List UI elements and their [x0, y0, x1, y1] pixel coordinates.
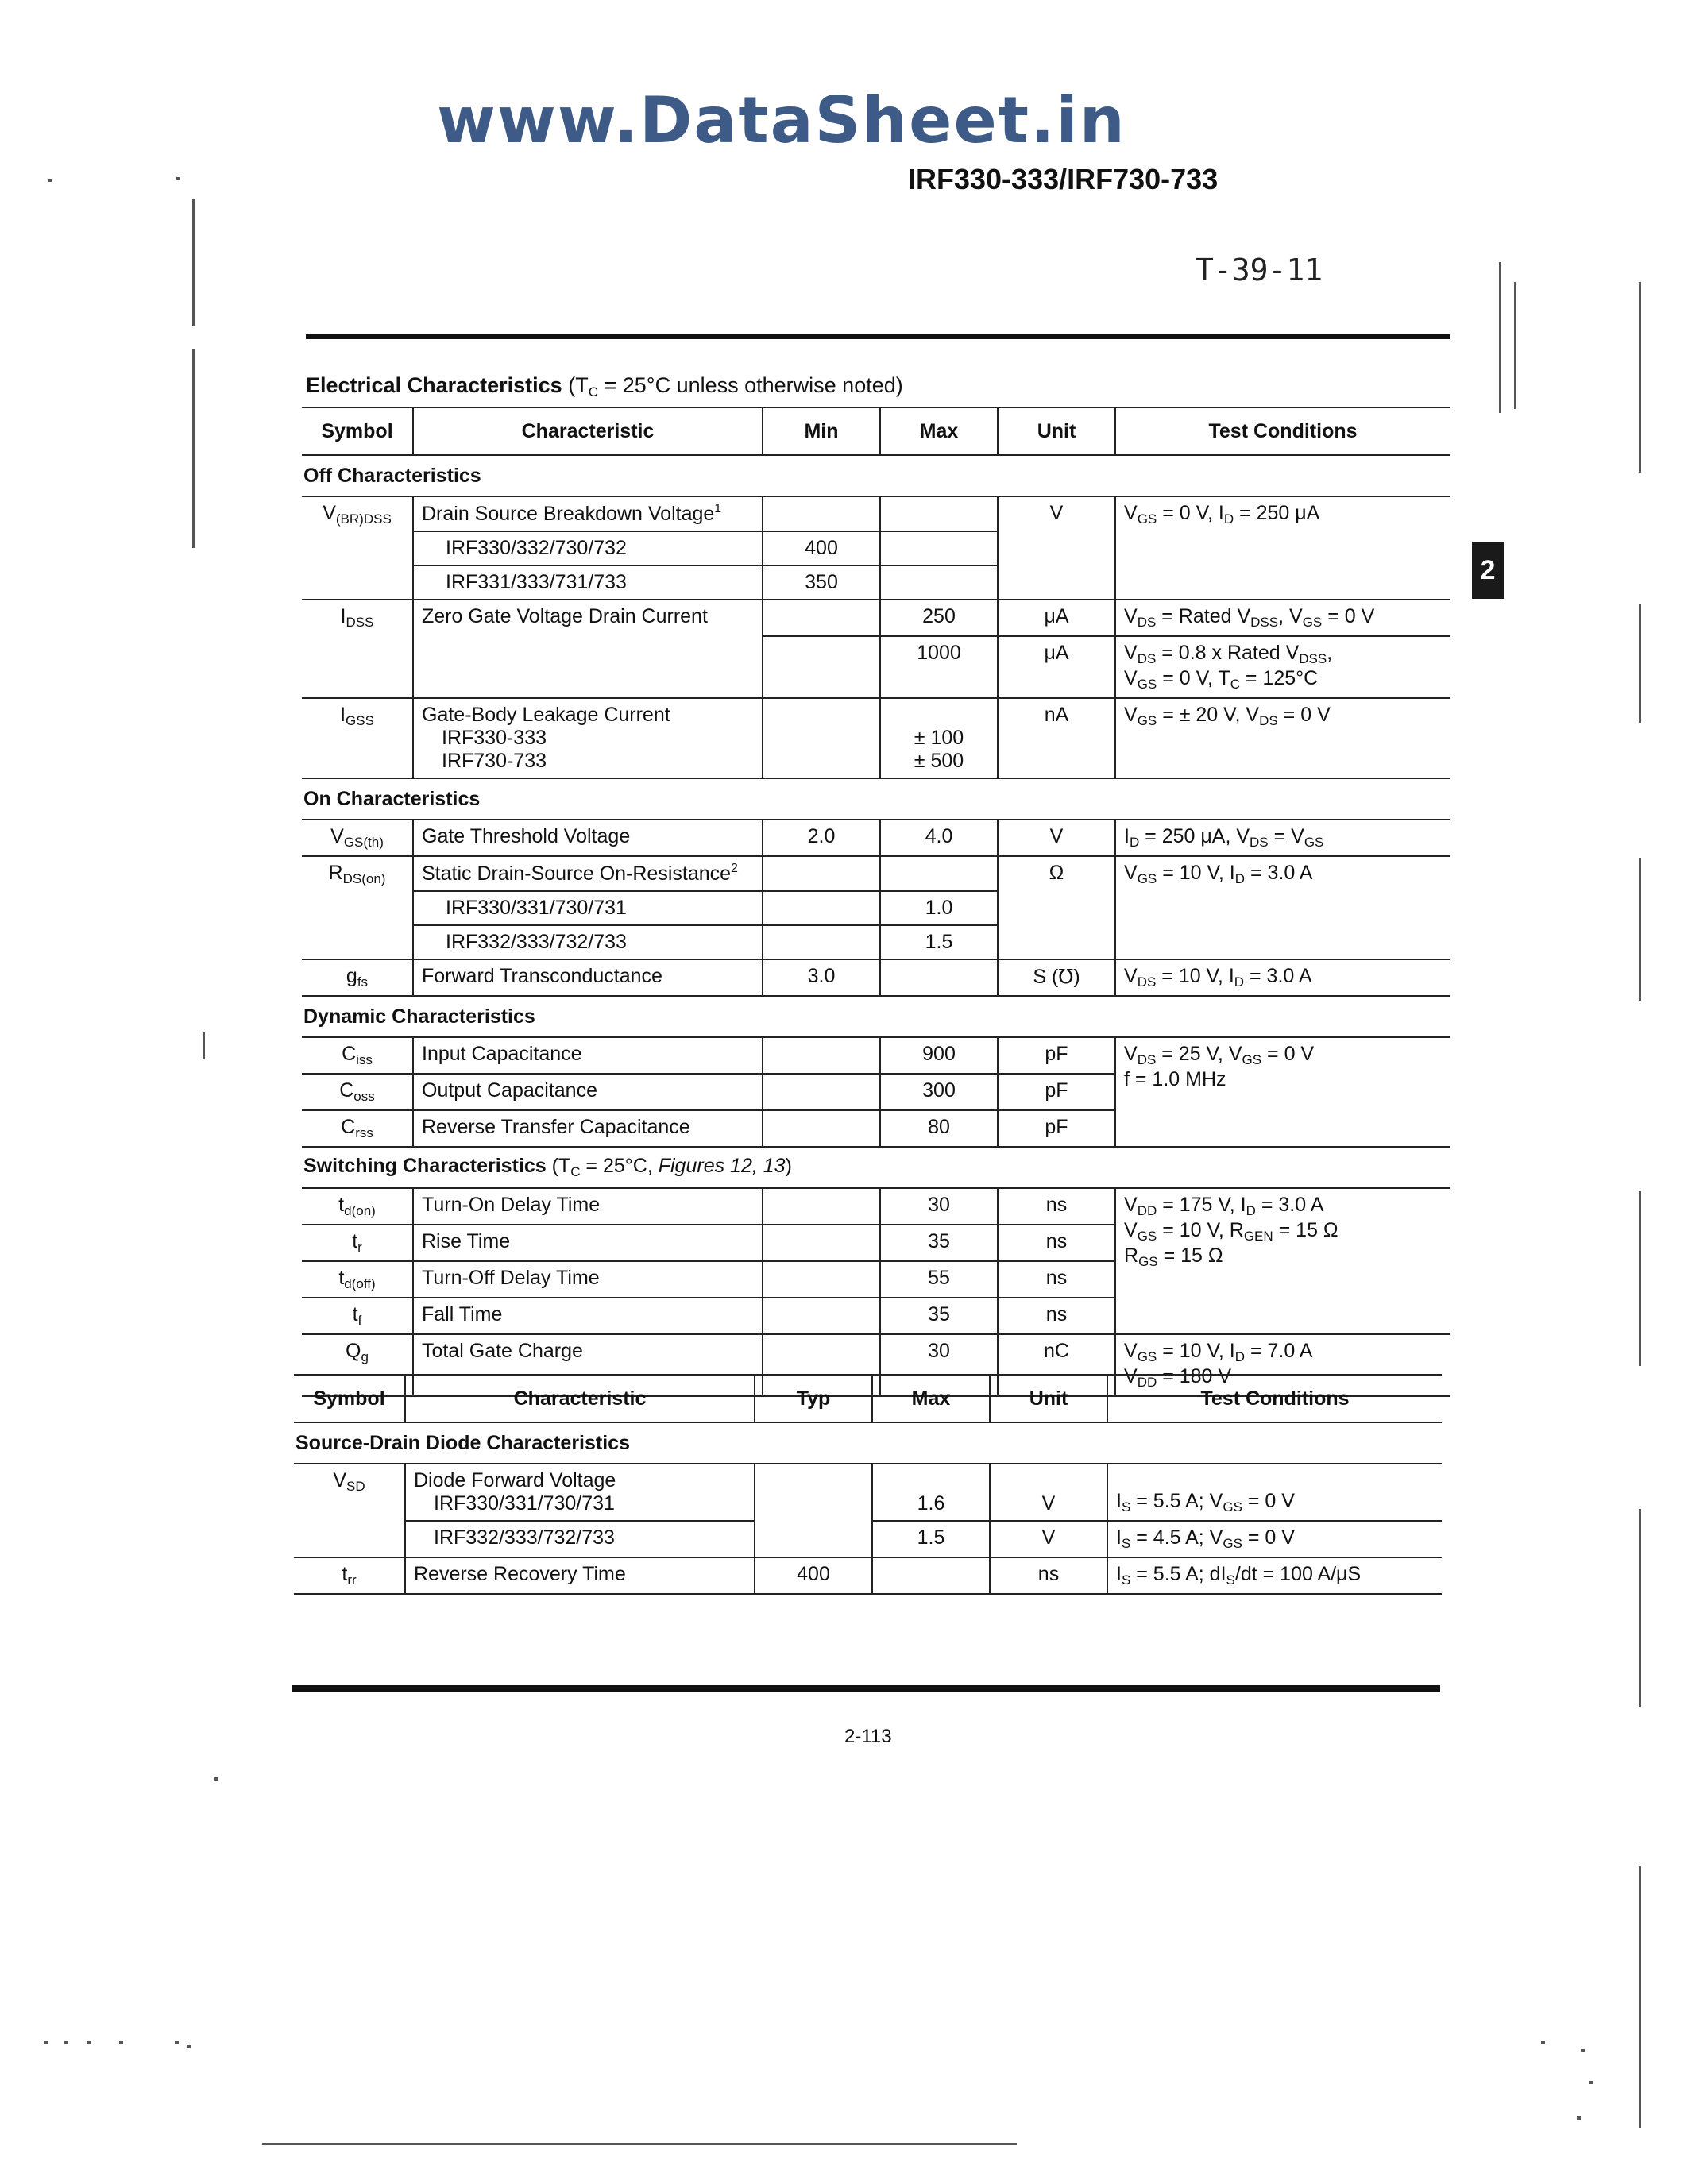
scan-mark: [64, 2041, 68, 2044]
unit-value: ns: [998, 1298, 1115, 1334]
unit-value: nC: [998, 1334, 1115, 1396]
scan-mark: [187, 2045, 191, 2048]
symbol-igss: $I_{GSS}$: [302, 698, 413, 778]
table-row: [302, 959, 1450, 996]
symbol-crss: $C_{rss}$: [302, 1110, 413, 1147]
char-qg: Total Gate Charge: [413, 1334, 763, 1396]
char-variant: IRF331/333/731/733: [413, 565, 763, 600]
char-coss: Output Capacitance: [413, 1074, 763, 1110]
section-on: On Characteristics: [302, 778, 1450, 820]
header-symbol: Symbol: [294, 1375, 405, 1422]
table-row: [294, 1557, 1442, 1594]
scan-mark: [175, 2041, 179, 2044]
char-idss: Zero Gate Voltage Drain Current: [413, 600, 763, 698]
scan-mark: [1589, 2081, 1593, 2084]
max-value: 1.0: [880, 891, 998, 925]
header-typ: Typ: [755, 1375, 872, 1422]
symbol-vgsth: $V_{GS(th)}$: [302, 820, 413, 856]
char-vgsth: Gate Threshold Voltage: [413, 820, 763, 856]
symbol-trr: $t_{rr}$: [294, 1557, 405, 1594]
table-row: [302, 856, 1450, 891]
char-variant: IRF332/333/732/733: [413, 925, 763, 959]
table-row: [302, 698, 1450, 778]
table-title-main: Electrical Characteristics: [306, 373, 562, 397]
test-rdson: $V_{GS} = 10$ V, $I_D = 3.0$ A: [1115, 856, 1450, 959]
max-value: 4.0: [880, 820, 998, 856]
header-symbol: Symbol: [302, 407, 413, 455]
char-crss: Reverse Transfer Capacitance: [413, 1110, 763, 1147]
page-number: 2-113: [844, 1726, 892, 1747]
scan-mark: [1514, 282, 1516, 409]
min-value: 400: [763, 531, 880, 565]
unit-vbrdss: V: [998, 496, 1115, 600]
unit-value: ns: [990, 1557, 1107, 1594]
max-value: 250: [880, 600, 998, 636]
scan-mark: [87, 2041, 91, 2044]
max-value: 1.5: [872, 1521, 990, 1557]
char-gfs: Forward Transconductance: [413, 959, 763, 996]
unit-value: ns: [998, 1261, 1115, 1298]
watermark: www.DataSheet.in: [437, 83, 1126, 157]
char-variant: IRF330/331/730/731: [413, 891, 763, 925]
bottom-rule: [292, 1685, 1440, 1692]
symbol-rdson: $R_{DS(on)}$: [302, 856, 413, 959]
max-value: 1000: [880, 636, 998, 698]
test-dynamic: $V_{DS} = 25$ V, $V_{GS} = 0$ V f = 1.0 MHz: [1115, 1037, 1450, 1147]
table-row: [302, 496, 1450, 531]
scan-mark: [1499, 262, 1501, 413]
unit-rdson: Ω: [998, 856, 1115, 959]
scan-mark: [1541, 2041, 1545, 2044]
table-row: [302, 1037, 1450, 1074]
min-value: 3.0: [763, 959, 880, 996]
char-rdson: Static Drain-Source On-Resistance$^2$: [413, 856, 763, 891]
max-value: ± 100 ± 500: [880, 698, 998, 778]
unit-value: nA: [998, 698, 1115, 778]
char-tdoff: Turn-Off Delay Time: [413, 1261, 763, 1298]
header-characteristic: Characteristic: [405, 1375, 755, 1422]
unit-value: S (℧): [998, 959, 1115, 996]
scan-mark: [1639, 1509, 1641, 1707]
scan-mark: [44, 2041, 48, 2044]
max-value: 80: [880, 1110, 998, 1147]
scan-mark: [1577, 2116, 1581, 2120]
symbol-ciss: $C_{iss}$: [302, 1037, 413, 1074]
header-min: Min: [763, 407, 880, 455]
symbol-qg: $Q_g$: [302, 1334, 413, 1396]
max-value: 900: [880, 1037, 998, 1074]
test-idss-1: $V_{DS}$ = Rated $V_{DSS}$, $V_{GS} = 0$ V: [1115, 600, 1450, 636]
table-title: [306, 373, 903, 400]
header-max: Max: [872, 1375, 990, 1422]
max-value: 30: [880, 1188, 998, 1225]
scan-mark: [1639, 1191, 1641, 1366]
unit-value: ns: [998, 1225, 1115, 1261]
max-value: 35: [880, 1225, 998, 1261]
max-value: 300: [880, 1074, 998, 1110]
table-row: [302, 600, 1450, 636]
char-variant: IRF332/333/732/733: [405, 1521, 755, 1557]
symbol-tr: $t_r$: [302, 1225, 413, 1261]
unit-value: pF: [998, 1074, 1115, 1110]
symbol-tdon: $t_{d(on)}$: [302, 1188, 413, 1225]
header-characteristic: Characteristic: [413, 407, 763, 455]
scan-mark: [1639, 1866, 1641, 2128]
typ-value: 400: [755, 1557, 872, 1594]
symbol-tf: $t_f$: [302, 1298, 413, 1334]
table-row: [294, 1464, 1442, 1521]
test-vsd-2: $I_S = 4.5$ A; $V_{GS} = 0$ V: [1107, 1521, 1442, 1557]
table-title-cond: ($T_C = 25^\circ C$ unless otherwise noted): [568, 373, 903, 399]
max-value: 30: [880, 1334, 998, 1396]
test-igss: $V_{GS}$ = ± 20 V, $V_{DS} = 0$ V: [1115, 698, 1450, 778]
char-variant: IRF330/332/730/732: [413, 531, 763, 565]
unit-value: V: [990, 1521, 1107, 1557]
symbol-vbrdss: $V_{(BR)DSS}$: [302, 496, 413, 600]
scan-mark: [192, 199, 195, 326]
section-off: Off Characteristics: [302, 455, 1450, 496]
section-source-drain: Source-Drain Diode Characteristics: [294, 1422, 1442, 1464]
table-row: [302, 1188, 1450, 1225]
test-vbrdss: $V_{GS} = 0$ V, $I_D = 250$ μA: [1115, 496, 1450, 600]
scan-mark: [192, 349, 195, 548]
unit-value: V: [998, 820, 1115, 856]
scan-mark: [176, 177, 180, 180]
table-header: [302, 407, 1450, 455]
max-value: 55: [880, 1261, 998, 1298]
scan-mark: [262, 2143, 1017, 2145]
scan-mark: [1639, 858, 1641, 1001]
unit-value: V: [990, 1464, 1107, 1521]
symbol-vsd: $V_{SD}$: [294, 1464, 405, 1557]
unit-value: ns: [998, 1188, 1115, 1225]
section-dynamic: Dynamic Characteristics: [302, 996, 1450, 1037]
section-switching: Switching Characteristics ($T_C = 25^\circ C$, Figures 12, 13): [302, 1147, 1450, 1188]
char-vbrdss: Drain Source Breakdown Voltage$^1$: [413, 496, 763, 531]
char-tr: Rise Time: [413, 1225, 763, 1261]
char-ciss: Input Capacitance: [413, 1037, 763, 1074]
top-rule: [306, 334, 1450, 339]
section-tab: 2: [1472, 542, 1504, 599]
symbol-gfs: $g_{fs}$: [302, 959, 413, 996]
table-row: [302, 820, 1450, 856]
unit-value: pF: [998, 1110, 1115, 1147]
char-tdon: Turn-On Delay Time: [413, 1188, 763, 1225]
char-tf: Fall Time: [413, 1298, 763, 1334]
symbol-coss: $C_{oss}$: [302, 1074, 413, 1110]
symbol-idss: $I_{DSS}$: [302, 600, 413, 698]
unit-value: μA: [998, 636, 1115, 698]
header-test-conditions: Test Conditions: [1107, 1375, 1442, 1422]
test-trr: $I_S = 5.5$ A; $dI_S/dt = 100$ A/μS: [1107, 1557, 1442, 1594]
header-max: Max: [880, 407, 998, 455]
min-value: 2.0: [763, 820, 880, 856]
scan-mark: [119, 2041, 123, 2044]
scan-mark: [203, 1032, 205, 1059]
scan-mark: [1639, 604, 1641, 723]
electrical-characteristics-table: [302, 407, 1450, 1397]
char-igss: Gate-Body Leakage Current IRF330-333 IRF730-733: [413, 698, 763, 778]
test-qg: $V_{GS} = 10$ V, $I_D = 7.0$ A $V_{DD} = 180$ V: [1115, 1334, 1450, 1396]
char-vsd: Diode Forward Voltage IRF330/331/730/731: [405, 1464, 755, 1521]
header-unit: Unit: [990, 1375, 1107, 1422]
max-value: 1.6: [872, 1464, 990, 1521]
test-vgsth: $I_D = 250$ μA, $V_{DS} = V_{GS}$: [1115, 820, 1450, 856]
doc-code: T-39-11: [1196, 253, 1323, 287]
diode-characteristics-table: [294, 1374, 1442, 1595]
symbol-tdoff: $t_{d(off)}$: [302, 1261, 413, 1298]
scan-mark: [48, 179, 52, 182]
max-value: 1.5: [880, 925, 998, 959]
test-gfs: $V_{DS} = 10$ V, $I_D = 3.0$ A: [1115, 959, 1450, 996]
header-test-conditions: Test Conditions: [1115, 407, 1450, 455]
max-value: 35: [880, 1298, 998, 1334]
test-idss-2: $V_{DS} = 0.8$ x Rated $V_{DSS}$, $V_{GS} = 0$ V, $T_C = 125^\circ C$: [1115, 636, 1450, 698]
test-switching: $V_{DD} = 175$ V, $I_D = 3.0$ A $V_{GS} = 10$ V, $R_{GEN} = 15$ Ω $R_{GS} = 15$ Ω: [1115, 1188, 1450, 1334]
table-header: [294, 1375, 1442, 1422]
unit-value: pF: [998, 1037, 1115, 1074]
scan-mark: [214, 1777, 218, 1781]
header-unit: Unit: [998, 407, 1115, 455]
char-trr: Reverse Recovery Time: [405, 1557, 755, 1594]
unit-value: μA: [998, 600, 1115, 636]
scan-mark: [1639, 282, 1641, 473]
part-number: IRF330-333/IRF730-733: [908, 163, 1219, 195]
test-vsd-1: $I_S = 5.5$ A; $V_{GS} = 0$ V: [1107, 1464, 1442, 1521]
min-value: 350: [763, 565, 880, 600]
scan-mark: [1581, 2049, 1585, 2052]
